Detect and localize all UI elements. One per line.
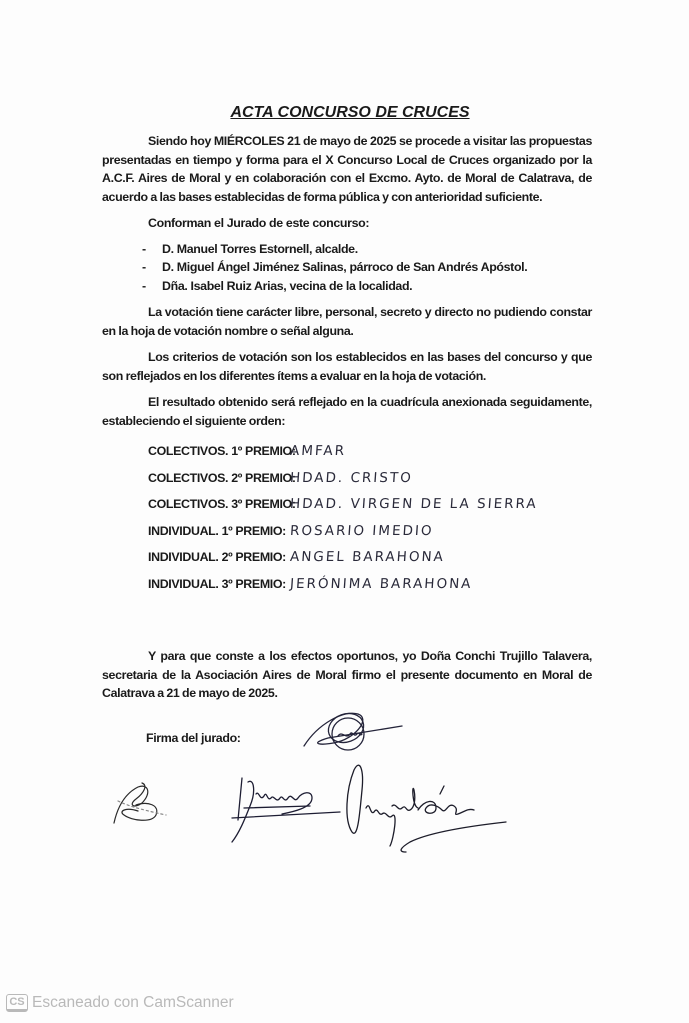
prize-list (148, 438, 592, 597)
result-text: El resultado obtenido será reflejado en la cuadrícula anexionada seguidamente, estableciendo el siguiente orden: (102, 395, 592, 428)
prize-row (148, 544, 592, 571)
signature-secretary (298, 704, 408, 759)
prize-label: INDIVIDUAL. 3º PREMIO: (148, 576, 286, 591)
signature-jury-2 (220, 772, 345, 852)
jury-member (142, 258, 592, 277)
prize-label: COLECTIVOS. 3º PREMIO: (148, 497, 296, 512)
vote-text: La votación tiene carácter libre, personal, secreto y directo no pudiendo constar en la hoja de votación nombre o señal alguna. (102, 305, 592, 338)
closing-text: Y para que conste a los efectos oportunos, yo Doña Conchi Trujillo Talavera, secretaria de la Asociación Aires de Moral firmo el presente documento en Moral de Calatrava a 21 de mayo de 2025. (102, 649, 592, 700)
intro-text: Siendo hoy MIÉRCOLES 21 de mayo de 2025 se procede a visitar las propuestas presentadas en tiempo y forma para el X Concurso Local de Cruces organizado por la A.C.F. Aires de Moral y en colaboración con el Excmo. Ayto. de Moral de Calatrava, de acuerdo a las bases establecidas de forma pública y con anterioridad suficiente. (102, 134, 592, 204)
prize-row (148, 491, 592, 518)
prize-winner-handwritten: JERÓNIMA BARAHONA (289, 575, 474, 592)
list-marker: - (142, 241, 146, 256)
result-paragraph (102, 393, 592, 430)
document-title: ACTA CONCURSO DE CRUCES (230, 104, 470, 121)
prize-label: COLECTIVOS. 1º PREMIO: (148, 444, 296, 459)
jury-intro: Conforman el Jurado de este concurso: (148, 216, 370, 230)
prize-label: INDIVIDUAL. 1º PREMIO: (148, 523, 286, 538)
prize-winner-handwritten: HDAD. CRISTO (289, 469, 414, 486)
signature-label: Firma del jurado: (146, 730, 241, 745)
list-marker: - (142, 260, 146, 274)
list-marker: - (142, 278, 146, 293)
closing-paragraph (102, 647, 592, 703)
jury-member-name: D. Miguel Ángel Jiménez Salinas, párroco de San Andrés Apóstol. (162, 260, 528, 274)
camscanner-logo-icon: CS (6, 994, 28, 1012)
criteria-text: Los criterios de votación son los establecidos en las bases del concurso y que son reflejados en los diferentes ítems a evaluar en la hoja de votación. (102, 350, 592, 383)
criteria-paragraph (102, 348, 592, 385)
jury-member-name: D. Manuel Torres Estornell, alcalde. (162, 241, 358, 256)
prize-label: COLECTIVOS. 2º PREMIO: (148, 470, 296, 485)
jury-member (142, 240, 592, 259)
intro-paragraph (102, 132, 592, 206)
vote-paragraph (102, 303, 592, 340)
prize-label: INDIVIDUAL. 2º PREMIO: (148, 550, 286, 565)
document-body (102, 102, 592, 747)
prize-winner-handwritten: ANGEL BARAHONA (289, 549, 446, 566)
prize-winner-handwritten: AMFAR (289, 443, 347, 460)
prize-row (148, 518, 592, 545)
prize-winner-handwritten: HDAD. VIRGEN DE LA SIERRA (289, 496, 539, 513)
prize-row (148, 465, 592, 492)
jury-member-name: Dña. Isabel Ruiz Arias, vecina de la localidad. (162, 278, 413, 293)
jury-member (142, 277, 592, 296)
prize-row (148, 571, 592, 598)
camscanner-watermark (6, 994, 234, 1012)
watermark-text: Escaneado con CamScanner (32, 994, 234, 1011)
prize-row (148, 438, 592, 465)
jury-list (142, 240, 592, 296)
signature-jury-3 (340, 760, 520, 860)
prize-winner-handwritten: ROSARIO IMEDIO (289, 522, 435, 539)
signature-jury-1 (108, 775, 178, 830)
